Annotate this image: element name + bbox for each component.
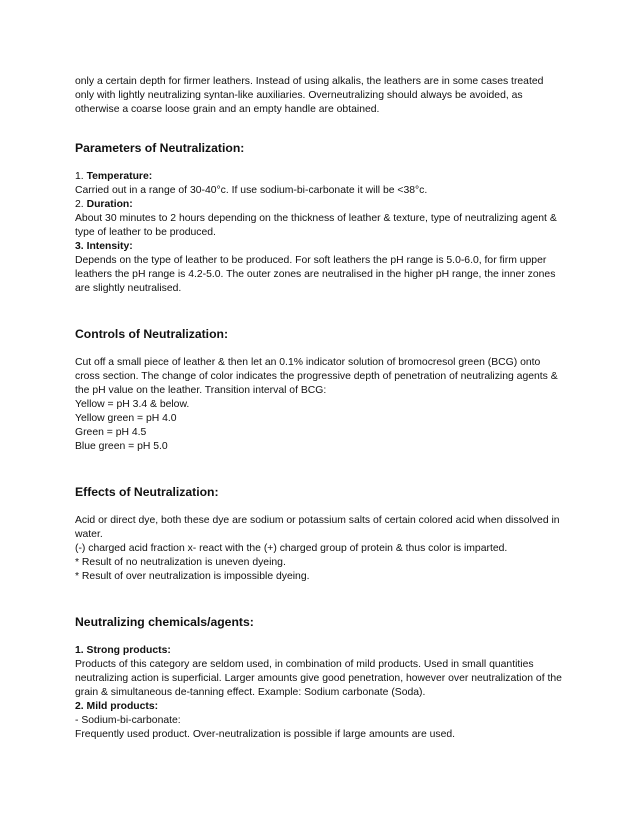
strong-products-text: Products of this category are seldom used, in combination of mild products. Used in small quantities neutralizing action is superficial. Larger amounts give good penetration, however over neutralization of the grain & simultaneous de-tanning effect. Example: Sodium carbonate (Soda). <box>75 659 562 698</box>
param-duration-text: About 30 minutes to 2 hours depending on the thickness of leather & texture, type of neutralizing agent & type of leather to be produced. <box>75 213 557 238</box>
param-title: Temperature: <box>86 171 153 182</box>
mild-products-title: 2. Mild products: <box>75 701 159 712</box>
param-intensity-text: Depends on the type of leather to be produced. For soft leathers the pH range is 5.0-6.0, for firm upper leathers the pH range is 4.2-5.0. The outer zones are neutralised in the higher pH range, the inner zones are slightly neutralised. <box>75 255 556 294</box>
param-number: 3. <box>75 241 87 252</box>
agents-heading: Neutralizing chemicals/agents: <box>75 615 254 629</box>
param-temperature-text: Carried out in a range of 30-40°c. If use sodium-bi-carbonate it will be <38°c. <box>75 185 428 196</box>
effects-line: * Result of no neutralization is uneven dyeing. <box>75 557 286 568</box>
mild-products-text: Frequently used product. Over-neutralization is possible if large amounts are used. <box>75 729 456 740</box>
effects-text: Acid or direct dye, both these dye are sodium or potassium salts of certain colored acid when dissolved in water. <box>75 515 560 540</box>
param-title: Duration: <box>86 199 133 210</box>
document-body <box>75 75 565 742</box>
intro-paragraph: only a certain depth for firmer leathers. Instead of using alkalis, the leathers are in some cases treated only with lightly neutralizing syntan-like auxiliaries. Overneutralizing should always be avoided, as otherwise a coarse loose grain and an empty handle are obtained. <box>75 76 544 115</box>
controls-line: Yellow green = pH 4.0 <box>75 413 177 424</box>
controls-line: Yellow = pH 3.4 & below. <box>75 399 190 410</box>
controls-text: Cut off a small piece of leather & then let an 0.1% indicator solution of bromocresol green (BCG) onto cross section. The change of color indicates the progressive depth of penetration of neutralizing agents & the pH value on the leather. Transition interval of BCG: <box>75 357 558 396</box>
controls-line: Green = pH 4.5 <box>75 427 147 438</box>
effects-line: * Result of over neutralization is impossible dyeing. <box>75 571 310 582</box>
mild-products-item: - Sodium-bi-carbonate: <box>75 715 181 726</box>
parameters-heading: Parameters of Neutralization: <box>75 141 245 155</box>
controls-heading: Controls of Neutralization: <box>75 327 229 341</box>
effects-line: (-) charged acid fraction x- react with the (+) charged group of protein & thus color is imparted. <box>75 543 508 554</box>
effects-heading: Effects of Neutralization: <box>75 485 219 499</box>
param-number: 1. <box>75 171 87 182</box>
strong-products-title: 1. Strong products: <box>75 645 171 656</box>
param-temperature-title <box>75 170 565 184</box>
param-duration-title <box>75 198 565 212</box>
controls-line: Blue green = pH 5.0 <box>75 441 168 452</box>
param-number: 2. <box>75 199 87 210</box>
param-title: Intensity: <box>86 241 133 252</box>
param-intensity-title <box>75 240 565 254</box>
